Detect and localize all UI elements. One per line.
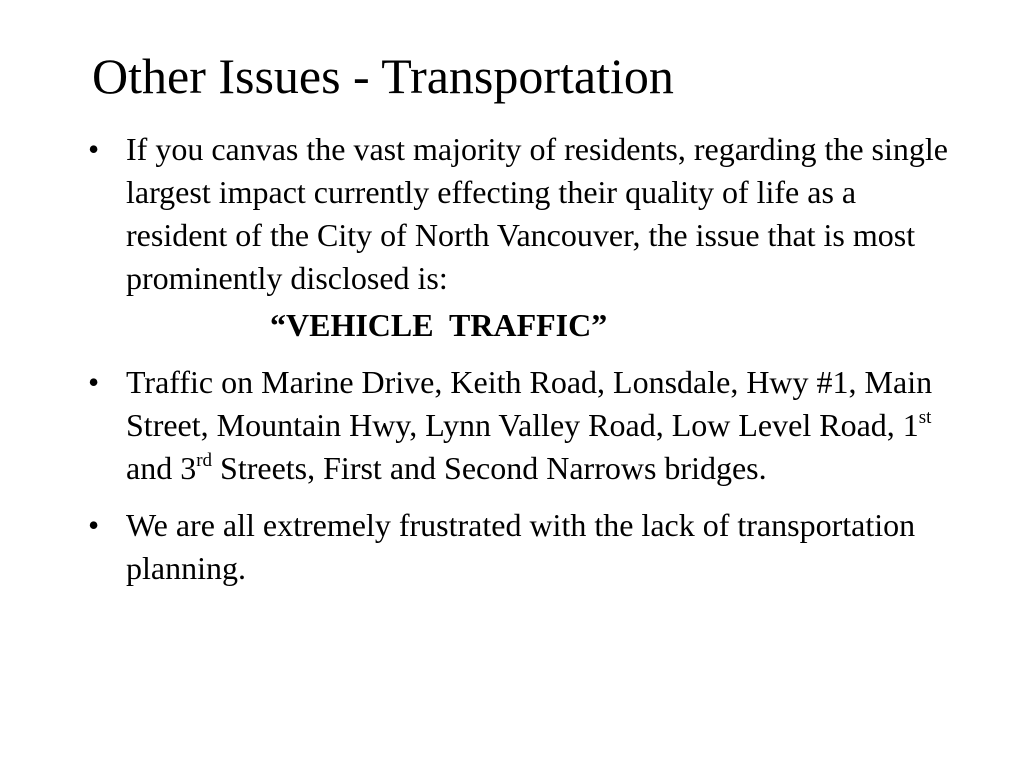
emphasis-line	[88, 304, 948, 347]
bullet-list	[88, 128, 948, 604]
bullet-text-2-part-2: and 3	[126, 450, 197, 486]
bullet-item-1	[88, 128, 948, 300]
bullet-item-2	[88, 361, 948, 490]
superscript-rd: rd	[196, 450, 213, 471]
vehicle-traffic-callout: “VEHICLE TRAFFIC”	[270, 307, 608, 343]
bullet-marker: •	[88, 131, 100, 167]
bullet-text-3: We are all extremely frustrated with the lack of transportation planning.	[126, 507, 916, 586]
bullet-marker: •	[88, 507, 100, 543]
bullet-text-2-part-3: Streets, First and Second Narrows bridges.	[212, 450, 767, 486]
bullet-text-2	[126, 364, 932, 486]
slide-title: Other Issues - Transportation	[92, 48, 674, 104]
bullet-marker: •	[88, 364, 100, 400]
bullet-text-2-part-1: Traffic on Marine Drive, Keith Road, Lonsdale, Hwy #1, Main Street, Mountain Hwy, Lynn Valley Road, Low Level Road, 1	[126, 364, 933, 443]
bullet-text-1: If you canvas the vast majority of residents, regarding the single largest impact currently effecting their quality of life as a resident of the City of North Vancouver, the issue that is most prominently disclosed is:	[126, 131, 948, 296]
superscript-st: st	[918, 407, 932, 428]
bullet-item-3	[88, 504, 948, 590]
